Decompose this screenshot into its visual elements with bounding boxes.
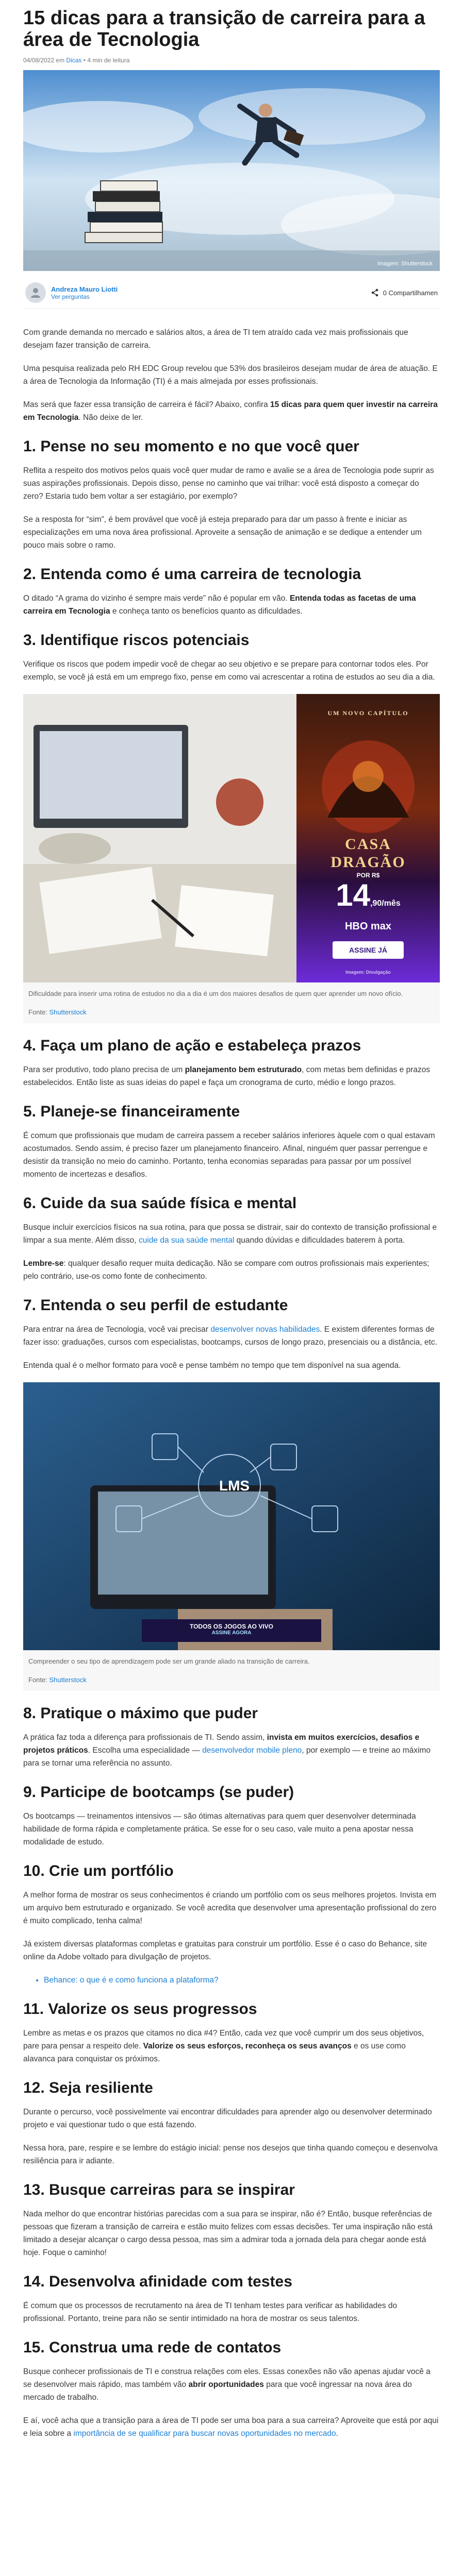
- mobile-developer-link[interactable]: desenvolvedor mobile pleno: [202, 1746, 302, 1755]
- tip-15-paragraph-1: Busque conhecer profissionais de TI e construa relações com eles. Essas conexões não vão apenas ajudar você a se desenvolver mais rápido, mas também vão abrir oportunidades para que você ingressar na nova área do mercado de trabalho.: [23, 2367, 431, 2402]
- article-body: [23, 326, 440, 2440]
- category-link[interactable]: Dicas: [66, 57, 82, 64]
- share-button[interactable]: [371, 289, 438, 297]
- tip-12-paragraph-2: Nessa hora, pare, respire e se lembre do estágio inicial: pense nos desejos que tinha quando começou e desenvolva resiliência para ir adiante.: [23, 2144, 438, 2165]
- sports-ad-title: TODOS OS JOGOS AO VIVO: [189, 1623, 274, 1630]
- svg-text:LMS: LMS: [219, 1478, 250, 1494]
- hbo-max-ad[interactable]: [296, 694, 440, 982]
- tip-1-paragraph-2: Se a resposta for “sim”, é bem provável que você já esteja preparado para dar um passo à frente e iniciar as especializações em uma nova área profissional. Aproveite a sensação de animação e se dedique a entender um pouco mais sobre o ramo.: [23, 515, 422, 550]
- hbo-max-logo: HBO max: [344, 921, 392, 932]
- tip-14-paragraph: É comum que os processos de recrutamento na área de TI tenham testes para verificar as habilidades do profissional. Portanto, treine para não se sentir intimidado na hora de mostrar os seus talentos.: [23, 2301, 398, 2323]
- heading-tip-9: 9. Participe de bootcamps (se puder): [23, 1784, 294, 1801]
- sports-ad-cta[interactable]: ASSINE AGORA: [211, 1630, 252, 1636]
- heading-tip-14: 14. Desenvolva afinidade com testes: [23, 2273, 292, 2290]
- tip-5-paragraph: É comum que profissionais que mudam de carreira passem a receber salários inferiores àquele com o qual estavam acostumados. Sendo assim, é preciso fazer um planejamento financeiro. Afinal, ninguém quer passar perrengue e desistir da transição no meio do caminho. Portanto, tenha economias separadas para passar por um possível momento de incertezas e desafios.: [23, 1131, 435, 1179]
- author-info[interactable]: [25, 282, 118, 303]
- author-bar: [23, 277, 440, 309]
- heading-tip-7: 7. Entenda o seu perfil de estudante: [23, 1297, 288, 1314]
- tip-7-paragraph-2: Entenda qual é o melhor formato para você e pense também no tempo que tem disponível na sua agenda.: [23, 1361, 401, 1370]
- author-role[interactable]: Ver perguntas: [51, 293, 90, 300]
- heading-tip-3: 3. Identifique riscos potenciais: [23, 632, 250, 649]
- e-learning-photo: [23, 1382, 440, 1650]
- figure-study-routine: [23, 694, 440, 1023]
- heading-tip-5: 5. Planeje-se financeiramente: [23, 1103, 240, 1120]
- ad-subscribe-button[interactable]: ASSINE JÁ: [333, 941, 404, 959]
- share-count: 0 Compartilhamen: [383, 289, 438, 297]
- user-icon: [29, 286, 42, 299]
- tip-2-paragraph: O ditado “A grama do vizinho é sempre mais verde” não é popular em vão. Entenda todas as facetas de uma carreira em Tecnologia e conheça tanto os benefícios quanto as dificuldades.: [23, 594, 416, 616]
- heading-tip-15: 15. Construa uma rede de contatos: [23, 2339, 282, 2356]
- hero-image: [23, 70, 440, 271]
- figure-2-source: Fonte: Shutterstock: [23, 1671, 440, 1691]
- meta-separator: em: [56, 57, 65, 64]
- article-title: 15 dicas para a transição de carreira para a área de Tecnologia: [23, 7, 425, 50]
- heading-tip-10: 10. Crie um portfólio: [23, 1862, 174, 1879]
- tip-12-paragraph-1: Durante o percurso, você possivelmente vai encontrar dificuldades para aprender algo ou desenvolver determinado projeto e vai questionar tudo o que está fazendo.: [23, 2108, 432, 2129]
- ad-tagline: UM NOVO CAPÍTULO: [327, 709, 409, 717]
- figure-learning-style: [23, 1382, 440, 1691]
- heading-tip-13: 13. Busque carreiras para se inspirar: [23, 2181, 295, 2198]
- workspace-photo: [23, 694, 296, 982]
- new-skills-link[interactable]: desenvolver novas habilidades: [210, 1325, 320, 1334]
- dragon-artwork: [296, 725, 440, 838]
- ad-price: POR R$ 14,90/mês: [336, 872, 401, 912]
- heading-tip-12: 12. Seja resiliente: [23, 2079, 153, 2096]
- reading-time: 4 min de leitura: [87, 57, 130, 64]
- tip-11-paragraph: Lembre as metas e os prazos que citamos no dica #4? Então, cada vez que você cumprir um dos seus objetivos, pare para pensar a respeito dele. Valorize os seus esforços, reconheça os seus avanços e os use como alavanca para conquistar os próximos.: [23, 2029, 424, 2063]
- intro-paragraph-3: Mas será que fazer essa transição de carreira é fácil? Abaixo, confira 15 dicas para quem quer investir na carreira em Tecnologia. Não deixe de ler.: [23, 400, 438, 422]
- related-links-list: [23, 1974, 440, 1987]
- heading-tip-8: 8. Pratique o máximo que puder: [23, 1705, 258, 1722]
- hero-credit: Imagem: Shutterstock: [377, 261, 433, 267]
- intro-paragraph-1: Com grande demanda no mercado e salários altos, a área de TI tem atraído cada vez mais profissionais que desejam fazer transição de carreira.: [23, 328, 408, 350]
- heading-tip-2: 2. Entenda como é uma carreira de tecnologia: [23, 566, 361, 583]
- tip-10-paragraph-2: Já existem diversas plataformas completas e gratuitas para construir um portfólio. Esse é o caso do Behance, site online da Adobe voltado para divulgação de projetos.: [23, 1940, 427, 1961]
- figure-1-caption: Dificuldade para inserir uma rotina de estudos no dia a dia é um dos maiores desafios de quem quer aprender um novo ofício.: [23, 982, 440, 1003]
- tip-1-paragraph-1: Reflita a respeito dos motivos pelos quais você quer mudar de ramo e avalie se a área de Tecnologia pode suprir as suas aspirações profissionais. Depois disso, pense no caminho que vai trilhar: você está disposto a começar do zero? Estaria tudo bem voltar a ser estagiário, por exemplo?: [23, 466, 434, 501]
- article-date: 04/08/2022: [23, 57, 55, 64]
- heading-tip-4: 4. Faça um plano de ação e estabeleça prazos: [23, 1037, 361, 1054]
- tip-13-paragraph: Nada melhor do que encontrar histórias parecidas com a sua para se inspirar, não é? Então, busque referências de pessoas que fizeram a transição de carreira e estão muito felizes com essas decisões. Ter uma inspiração não está limitado a desejar alcançar o cargo dessa pessoa, mas sim a admirar toda a jornada dela para chegar aonde está hoje. Foque o caminho!: [23, 2210, 433, 2257]
- ad-title-line-1: CASA: [345, 836, 391, 853]
- tip-15-paragraph-2: E aí, você acha que a transição para a área de TI pode ser uma boa para a sua carreira? Aproveite que está por aqui e leia sobre a importância de se qualificar para buscar novas oportunidades no mercado.: [23, 2416, 439, 2438]
- tip-8-paragraph: A prática faz toda a diferença para profissionais de TI. Sendo assim, invista em muitos exercícios, desafios e projetos práticos. Escolha uma especialidade — desenvolvedor mobile pleno, por exemplo — e treine ao máximo para se tornar uma referência no assunto.: [23, 1733, 431, 1768]
- behance-link[interactable]: Behance: o que é e como funciona a plataforma?: [44, 1976, 219, 1985]
- tip-3-paragraph: Verifique os riscos que podem impedir você de chegar ao seu objetivo e se prepare para contornar todos eles. Por exemplo, se você já está em um emprego fixo, pense em como vai acrescentar a rotina de estudos ao seu dia a dia.: [23, 660, 435, 682]
- share-icon: [371, 289, 379, 297]
- article-column: [23, 0, 440, 2450]
- figure-1-source-link[interactable]: Shutterstock: [49, 1008, 87, 1016]
- ad-footer: Imagem: Divulgação: [345, 970, 391, 975]
- hero-illustration: [23, 70, 440, 271]
- author-name[interactable]: Andreza Mauro Liotti: [51, 285, 118, 293]
- figure-1-image: [23, 694, 440, 982]
- meta-dot: •: [83, 57, 86, 64]
- ad-title-line-2: DRAGÃO: [330, 854, 406, 871]
- qualification-link[interactable]: importância de se qualificar para buscar novas oportunidades no mercado: [73, 2429, 336, 2438]
- list-item: [44, 1974, 440, 1987]
- tip-7-paragraph-1: Para entrar na área de Tecnologia, você vai precisar desenvolver novas habilidades. E existem diferentes formas de fazer isso: graduações, cursos com especialistas, bootcamps, cursos de longo prazo, presenciais ou a distância, etc.: [23, 1325, 437, 1347]
- tip-9-paragraph: Os bootcamps — treinamentos intensivos — são ótimas alternativas para quem quer desenvolver determinada habilidade de forma rápida e completamente prática. Se esse for o seu caso, vale muito a pena apostar nessa modalidade de estudo.: [23, 1812, 416, 1846]
- intro-paragraph-2: Uma pesquisa realizada pelo RH EDC Group revelou que 53% dos brasileiros desejam mudar de área de atuação. E a área de Tecnologia da Informação (TI) é a mais almejada por esses profissionais.: [23, 364, 438, 386]
- mental-health-link[interactable]: cuide da sua saúde mental: [139, 1236, 235, 1245]
- heading-tip-1: 1. Pense no seu momento e no que você quer: [23, 438, 359, 455]
- heading-tip-11: 11. Valorize os seus progressos: [23, 2001, 257, 2018]
- tip-4-paragraph: Para ser produtivo, todo plano precisa de um planejamento bem estruturado, com metas bem definidas e prazos estabelecidos. Então liste as suas ideias do papel e faça um cronograma de curto, médio e longo prazos.: [23, 1065, 431, 1087]
- tip-10-paragraph-1: A melhor forma de mostrar os seus conhecimentos é criando um portfólio com os seus melhores projetos. Invista em um arquivo bem estruturado e organizado. Se você acredita que desenvolver uma apresentação profissional do zero é muito complicado, tenha calma!: [23, 1891, 437, 1925]
- figure-2-source-link[interactable]: Shutterstock: [49, 1676, 87, 1684]
- tip-6-paragraph-1: Busque incluir exercícios físicos na sua rotina, para que possa se distrair, sair do contexto de transição profissional e limpar a sua mente. Além disso, cuide da sua saúde mental quando dúvidas e dificuldades baterem à porta.: [23, 1223, 437, 1245]
- avatar[interactable]: [25, 282, 46, 303]
- figure-2-caption: Compreender o seu tipo de aprendizagem pode ser um grande aliado na transição de carreira.: [23, 1650, 440, 1671]
- figure-1-source: Fonte: Shutterstock: [23, 1003, 440, 1023]
- tip-6-paragraph-2: Lembre-se: qualquer desafio requer muita dedicação. Não se compare com outros profissionais mais experientes; pelo contrário, use-os como fonte de conhecimento.: [23, 1259, 429, 1281]
- heading-tip-6: 6. Cuide da sua saúde física e mental: [23, 1195, 297, 1212]
- figure-2-image: [23, 1382, 440, 1650]
- sports-ad-banner[interactable]: [142, 1619, 321, 1642]
- article-meta: [23, 57, 440, 64]
